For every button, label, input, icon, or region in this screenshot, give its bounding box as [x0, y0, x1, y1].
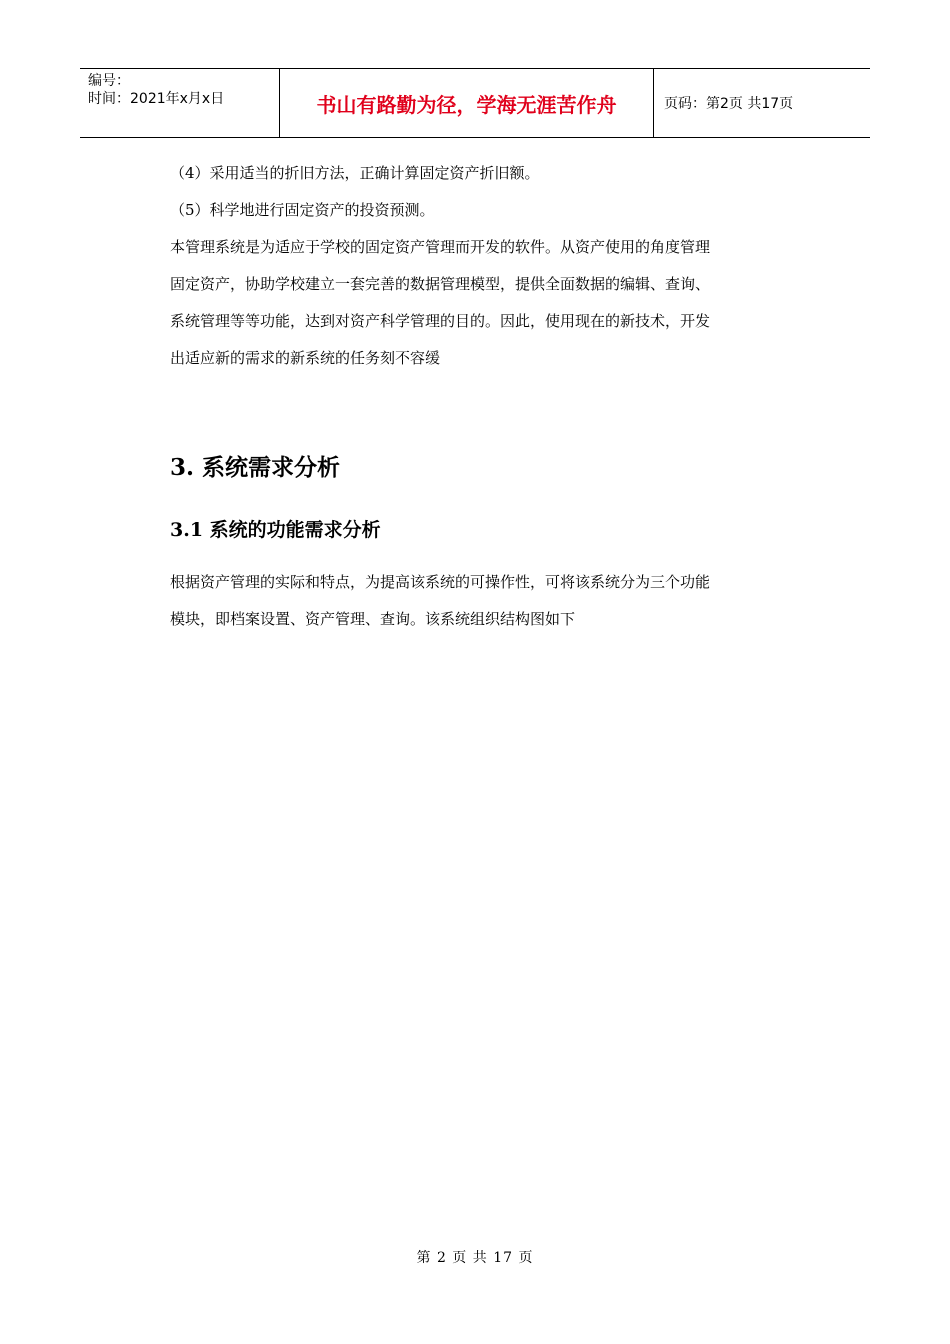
section-content [170, 564, 820, 638]
header-page-info: 页码：第2页 共17页 [664, 96, 794, 112]
subsection-heading: 3.1 系统的功能需求分析 [170, 519, 381, 541]
paragraph-line: 模块，即档案设置、资产管理、查询。该系统组织结构图如下 [170, 610, 576, 628]
list-item: （5）科学地进行固定资产的投资预测。 [170, 201, 435, 219]
number-label: 编号： [88, 73, 130, 89]
header-motto: 书山有路勤为径，学海无涯苦作舟 [280, 69, 654, 137]
paragraph-line: 固定资产，协助学校建立一套完善的数据管理模型，提供全面数据的编辑、查询、 [170, 275, 711, 293]
page-footer: 第 2 页 共 17 页 [416, 1250, 534, 1266]
header-meta [80, 69, 280, 137]
paragraph-line: 本管理系统是为适应于学校的固定资产管理而开发的软件。从资产使用的角度管理 [170, 238, 711, 256]
intro-content [170, 155, 820, 377]
time-label: 时间：2021年x月x日 [88, 91, 225, 107]
page-header [80, 68, 870, 138]
paragraph-line: 根据资产管理的实际和特点，为提高该系统的可操作性，可将该系统分为三个功能 [170, 573, 711, 591]
section-heading: 3. 系统需求分析 [170, 454, 341, 481]
paragraph-line: 出适应新的需求的新系统的任务刻不容缓 [170, 349, 441, 367]
list-item: （4）采用适当的折旧方法，正确计算固定资产折旧额。 [170, 164, 540, 182]
paragraph-line: 系统管理等等功能，达到对资产科学管理的目的。因此，使用现在的新技术，开发 [170, 312, 711, 330]
